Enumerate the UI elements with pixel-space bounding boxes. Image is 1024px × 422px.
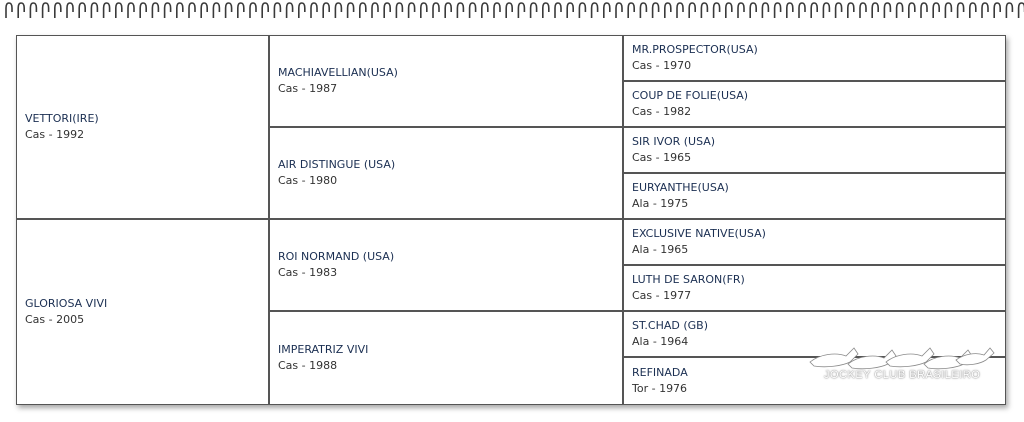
spiral-ring [921,3,927,18]
watermark-text: JOCKEY CLUB BRASILEIRO [824,369,981,381]
sire-sire-info: Cas - 1987 [278,82,338,95]
ancestor-name: SIR IVOR (USA) [632,135,716,148]
spiral-ring [628,3,634,18]
spiral-ring [787,3,793,18]
spiral-ring [909,3,915,18]
spiral-ring [848,3,854,18]
spiral-ring [250,3,256,18]
spiral-ring [677,3,683,18]
spiral-ring [189,3,195,18]
spiral-ring [1019,3,1024,18]
spiral-ring [531,3,537,18]
spiral-ring [128,3,134,18]
spiral-ring [274,3,280,18]
spiral-ring [775,3,781,18]
spiral-ring [372,3,378,18]
spiral-ring [872,3,878,18]
spiral-ring [1006,3,1012,18]
pedigree-table [17,36,1005,404]
spiral-ring [579,3,585,18]
ancestor-name: COUP DE FOLIE(USA) [632,89,749,102]
sire-dam-cell [270,128,624,220]
sire-dam-info: Cas - 1980 [278,174,338,187]
spiral-ring [665,3,671,18]
spiral-ring [177,3,183,18]
spiral-ring [299,3,305,18]
ancestor-info: Cas - 1982 [632,105,692,118]
spiral-ring [604,3,610,18]
spiral-ring [958,3,964,18]
ancestor-name: LUTH DE SARON(FR) [632,273,745,286]
spiral-ring [116,3,122,18]
spiral-ring [409,3,415,18]
spiral-ring [689,3,695,18]
spiral-ring [396,3,402,18]
ancestor-cell [624,82,1005,128]
sire-info: Cas - 1992 [25,128,85,141]
ancestor-cell [624,266,1005,312]
spiral-ring [470,3,476,18]
spiral-ring [323,3,329,18]
spiral-ring [897,3,903,18]
spiral-ring [616,3,622,18]
spiral-ring [433,3,439,18]
spiral-ring [860,3,866,18]
spiral-ring [18,3,24,18]
spiral-ring [653,3,659,18]
spiral-ring [152,3,158,18]
spiral-binding [0,0,1024,22]
ancestor-info: Cas - 1965 [632,151,692,164]
spiral-ring [726,3,732,18]
spiral-ring [555,3,561,18]
spiral-ring [994,3,1000,18]
ancestor-cell [624,174,1005,220]
spiral-ring [30,3,36,18]
spiral-ring [67,3,73,18]
spiral-ring [799,3,805,18]
spiral-ring [421,3,427,18]
sire-cell [17,36,270,220]
ancestor-cell [624,128,1005,174]
ancestor-name: ST.CHAD (GB) [632,319,708,332]
spiral-ring [543,3,549,18]
spiral-ring [43,3,49,18]
dam-cell [17,220,270,404]
spiral-ring [360,3,366,18]
spiral-ring [970,3,976,18]
spiral-ring [457,3,463,18]
dam-dam-cell [270,312,624,404]
dam-dam-info: Cas - 1988 [278,359,338,372]
ancestor-info: Ala - 1975 [632,197,689,210]
dam-sire-name: ROI NORMAND (USA) [278,250,395,263]
spiral-ring [348,3,354,18]
ancestor-cell [624,36,1005,82]
dam-sire-info: Cas - 1983 [278,266,338,279]
spiral-ring [201,3,207,18]
spiral-ring [238,3,244,18]
ancestor-info: Cas - 1970 [632,59,692,72]
ancestor-cell [624,312,1005,358]
spiral-ring [55,3,61,18]
ancestor-name: REFINADA [632,366,688,379]
ancestor-cell [624,358,1005,404]
spiral-ring [823,3,829,18]
spiral-ring [836,3,842,18]
spiral-ring [445,3,451,18]
pedigree-card [16,35,1006,405]
spiral-ring [91,3,97,18]
sire-sire-name: MACHIAVELLIAN(USA) [278,66,398,79]
sire-dam-name: AIR DISTINGUE (USA) [278,158,396,171]
spiral-ring [701,3,707,18]
spiral-ring [335,3,341,18]
spiral-ring [506,3,512,18]
spiral-ring [714,3,720,18]
spiral-ring [79,3,85,18]
spiral-ring [933,3,939,18]
dam-dam-name: IMPERATRIZ VIVI [278,343,369,356]
spiral-ring [982,3,988,18]
ancestor-info: Tor - 1976 [632,382,688,395]
spiral-ring [104,3,110,18]
ancestor-info: Ala - 1964 [632,335,689,348]
spiral-ring [567,3,573,18]
spiral-ring [140,3,146,18]
dam-sire-cell [270,220,624,312]
spiral-ring [311,3,317,18]
spiral-ring [262,3,268,18]
ancestor-name: EURYANTHE(USA) [632,181,729,194]
spiral-ring [762,3,768,18]
spiral-ring [640,3,646,18]
spiral-ring [592,3,598,18]
ancestor-name: EXCLUSIVE NATIVE(USA) [632,227,766,240]
sire-name: VETTORI(IRE) [25,112,99,125]
spiral-ring [6,3,12,18]
ancestor-cell [624,220,1005,266]
spiral-ring [945,3,951,18]
spiral-ring [750,3,756,18]
spiral-ring [738,3,744,18]
spiral-ring [494,3,500,18]
spiral-ring [384,3,390,18]
spiral-ring [287,3,293,18]
spiral-ring [165,3,171,18]
spiral-ring [482,3,488,18]
spiral-ring [226,3,232,18]
dam-name: GLORIOSA VIVI [25,297,108,310]
ancestor-info: Cas - 1977 [632,289,692,302]
spiral-ring [518,3,524,18]
ancestor-info: Ala - 1965 [632,243,689,256]
spiral-ring [811,3,817,18]
spiral-ring [884,3,890,18]
spiral-ring [213,3,219,18]
sire-sire-cell [270,36,624,128]
dam-info: Cas - 2005 [25,313,85,326]
ancestor-name: MR.PROSPECTOR(USA) [632,43,758,56]
